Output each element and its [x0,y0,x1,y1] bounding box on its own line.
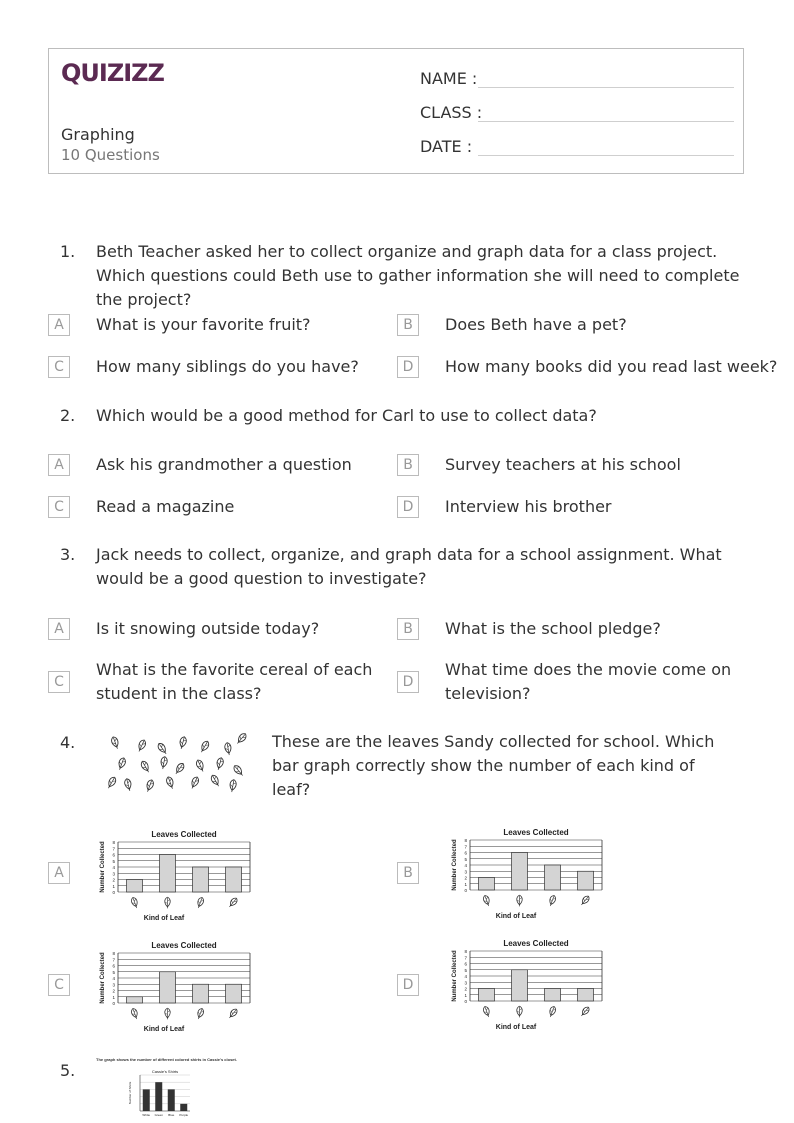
leaf-icon [224,742,232,755]
y-tick-label: 8 [112,951,115,956]
bar-oak [512,853,528,891]
option-box-c[interactable]: C [48,496,70,518]
y-tick-label: 0 [464,999,467,1004]
option-text: What is the favorite cereal of each student in the class? [96,660,373,703]
category-ivy-icon [579,1006,590,1018]
leaf-icon [189,776,200,790]
option-box-c[interactable]: C [48,974,70,996]
bar-maple [479,878,495,891]
bar-chart-d [448,935,610,1031]
option-box-a[interactable]: A [48,862,70,884]
leaf-icon [235,732,248,746]
leaf-icon [178,736,187,750]
leaf-icon [145,779,155,793]
category-maple-icon [130,1008,139,1020]
category-oak-icon [165,897,170,908]
bar-purple [180,1104,187,1111]
bar-maple [127,880,143,893]
y-tick-label: 5 [464,967,467,973]
category-fern-icon [548,1006,557,1018]
y-tick-label: 4 [464,863,467,868]
y-tick-label: 3 [112,982,115,988]
chart-title: Cassie's Shirts [151,1069,179,1074]
y-tick-label: 0 [112,1001,115,1006]
option-text: How many siblings do you have? [96,357,359,376]
leaf-icon [195,759,206,773]
bar-chart-c [96,937,258,1033]
question-number: 5. [60,1061,76,1080]
category-oak-icon [517,895,522,906]
category-maple-icon [130,897,139,909]
option-text: What is your favorite fruit? [96,315,311,334]
y-tick-label: 3 [112,871,115,877]
option-text: Read a magazine [96,497,235,516]
bar-oak [160,855,176,893]
x-axis-label: Kind of Leaf [143,1026,185,1033]
x-tick-label: Blue [168,1113,175,1117]
name-line [478,87,734,88]
y-axis-label: Number Collected [452,950,458,1002]
bar-fern [545,865,561,890]
category-fern-icon [196,1008,205,1020]
date-label: DATE : [420,137,473,156]
y-tick-label: 1 [112,994,115,1000]
y-tick-label: 5 [112,858,115,864]
category-fern-icon [196,897,205,909]
y-tick-label: 6 [464,961,467,967]
y-tick-label: 3 [464,869,467,875]
bar-fern [193,867,209,892]
bar-fern [193,984,209,1003]
leaf-icon [110,736,120,750]
option-text: Ask his grandmother a question [96,455,352,474]
bar-ivy [578,871,594,890]
bar-ivy [226,984,242,1003]
bar-chart-b [448,824,610,920]
y-tick-label: 1 [464,992,467,998]
question-text: These are the leaves Sandy collected for school. Which bar graph correctly show the number of each kind of leaf? [272,732,715,799]
option-text: What is the school pledge? [445,619,661,638]
leaf-icon [199,740,211,754]
question-count: 10 Questions [61,146,160,164]
option-box-d[interactable]: D [397,974,419,996]
option-text: Survey teachers at his school [445,455,681,474]
option-text: What time does the movie come on television? [445,660,732,703]
category-fern-icon [548,895,557,907]
bar-fern [545,989,561,1002]
category-maple-icon [482,1006,491,1018]
option-box-b[interactable]: B [397,314,419,336]
y-tick-label: 2 [464,875,467,881]
x-tick-label: White [142,1113,151,1117]
bar-chart-a [96,826,258,922]
y-tick-label: 3 [464,980,467,986]
x-axis-label: Kind of Leaf [143,915,185,922]
leaf-icon [215,757,224,771]
class-field[interactable] [420,103,482,122]
leaves-picture [100,730,260,800]
question-text: Beth Teacher asked her to collect organize and graph data for a class project. Which questions could Beth use to gather information she will need to complete the project? [96,242,740,309]
leaf-icon [229,779,237,792]
y-tick-label: 0 [464,888,467,893]
bar-ivy [578,989,594,1002]
bar-white [143,1089,150,1111]
worksheet-header [48,48,744,174]
chart-title: Leaves Collected [503,828,569,837]
question-number: 4. [60,733,76,752]
y-axis-label: Number Collected [100,952,106,1004]
y-tick-label: 2 [112,988,115,994]
option-box-c[interactable]: C [48,671,70,693]
leaf-icon [136,739,147,753]
question-text: Jack needs to collect, organize, and graph data for a school assignment. What would be a good question to investigate? [96,545,722,588]
y-tick-label: 4 [112,865,115,870]
quizizz-logo: QUIZIZZ [61,59,164,87]
y-tick-label: 7 [112,957,115,963]
category-oak-icon [517,1006,522,1017]
y-axis-label: Number Collected [452,839,458,891]
chart-title: Leaves Collected [503,939,569,948]
option-box-d[interactable]: D [397,356,419,378]
option-box-c[interactable]: C [48,356,70,378]
bar-maple [479,989,495,1002]
leaf-icon [173,762,185,776]
category-ivy-icon [579,895,590,907]
option-box-b[interactable]: B [397,618,419,640]
leaf-icon [210,774,222,788]
option-box-a[interactable]: A [48,454,70,476]
y-axis-label: Number of Shirts [128,1081,132,1105]
option-box-d[interactable]: D [397,671,419,693]
leaf-icon [117,757,127,771]
leaf-icon [165,776,175,790]
y-tick-label: 0 [112,890,115,895]
class-line [478,121,734,122]
y-axis-label: Number Collected [100,841,106,893]
option-box-d[interactable]: D [397,496,419,518]
y-tick-label: 1 [464,881,467,887]
bar-ivy [226,867,242,892]
question-text: Which would be a good method for Carl to use to collect data? [96,406,597,425]
bar-oak [160,972,176,1003]
category-ivy-icon [227,897,238,909]
y-tick-label: 7 [112,846,115,852]
bar-oak [512,970,528,1001]
chart-title: Leaves Collected [151,830,217,839]
option-text: How many books did you read last week? [445,357,778,376]
y-tick-label: 1 [112,883,115,889]
y-tick-label: 8 [464,949,467,954]
option-box-b[interactable]: B [397,454,419,476]
category-maple-icon [482,895,491,907]
y-tick-label: 8 [112,840,115,845]
y-tick-label: 6 [112,963,115,969]
question-number: 2. [60,406,76,425]
question-number: 1. [60,242,76,261]
x-tick-label: Green [154,1113,163,1117]
worksheet-title: Graphing [61,125,135,144]
x-axis-label: Kind of Leaf [495,1024,537,1031]
name-label: NAME : [420,69,478,88]
y-tick-label: 2 [464,986,467,992]
y-tick-label: 7 [464,844,467,850]
leaf-icon [106,776,118,790]
option-text: Is it snowing outside today? [96,619,320,638]
y-tick-label: 8 [464,838,467,843]
y-tick-label: 5 [464,856,467,862]
date-line [478,155,734,156]
category-oak-icon [165,1008,170,1019]
option-box-b[interactable]: B [397,862,419,884]
y-tick-label: 7 [464,955,467,961]
y-tick-label: 4 [112,976,115,981]
shirts-bar-chart [126,1066,196,1123]
option-box-a[interactable]: A [48,314,70,336]
x-axis-label: Kind of Leaf [495,913,537,920]
y-tick-label: 6 [464,850,467,856]
bar-blue [168,1089,175,1111]
category-ivy-icon [227,1008,238,1020]
leaf-icon [160,756,168,769]
question-text: The graph shows the number of different colored shirts in Cassie's closet. [96,1057,237,1062]
y-tick-label: 4 [464,974,467,979]
option-box-a[interactable]: A [48,618,70,640]
y-tick-label: 6 [112,852,115,858]
option-text: Does Beth have a pet? [445,315,627,334]
bar-maple [127,997,143,1003]
x-tick-label: Purple [179,1113,189,1117]
class-label: CLASS : [420,103,483,122]
bar-green [155,1082,162,1111]
leaf-icon [232,764,245,778]
date-field[interactable] [420,137,472,156]
y-tick-label: 2 [112,877,115,883]
y-tick-label: 5 [112,969,115,975]
leaf-icon [156,742,168,756]
leaf-icon [124,778,133,792]
leaf-icon [140,760,152,774]
name-field[interactable] [420,69,477,88]
option-text: Interview his brother [445,497,612,516]
chart-title: Leaves Collected [151,941,217,950]
question-number: 3. [60,545,76,564]
